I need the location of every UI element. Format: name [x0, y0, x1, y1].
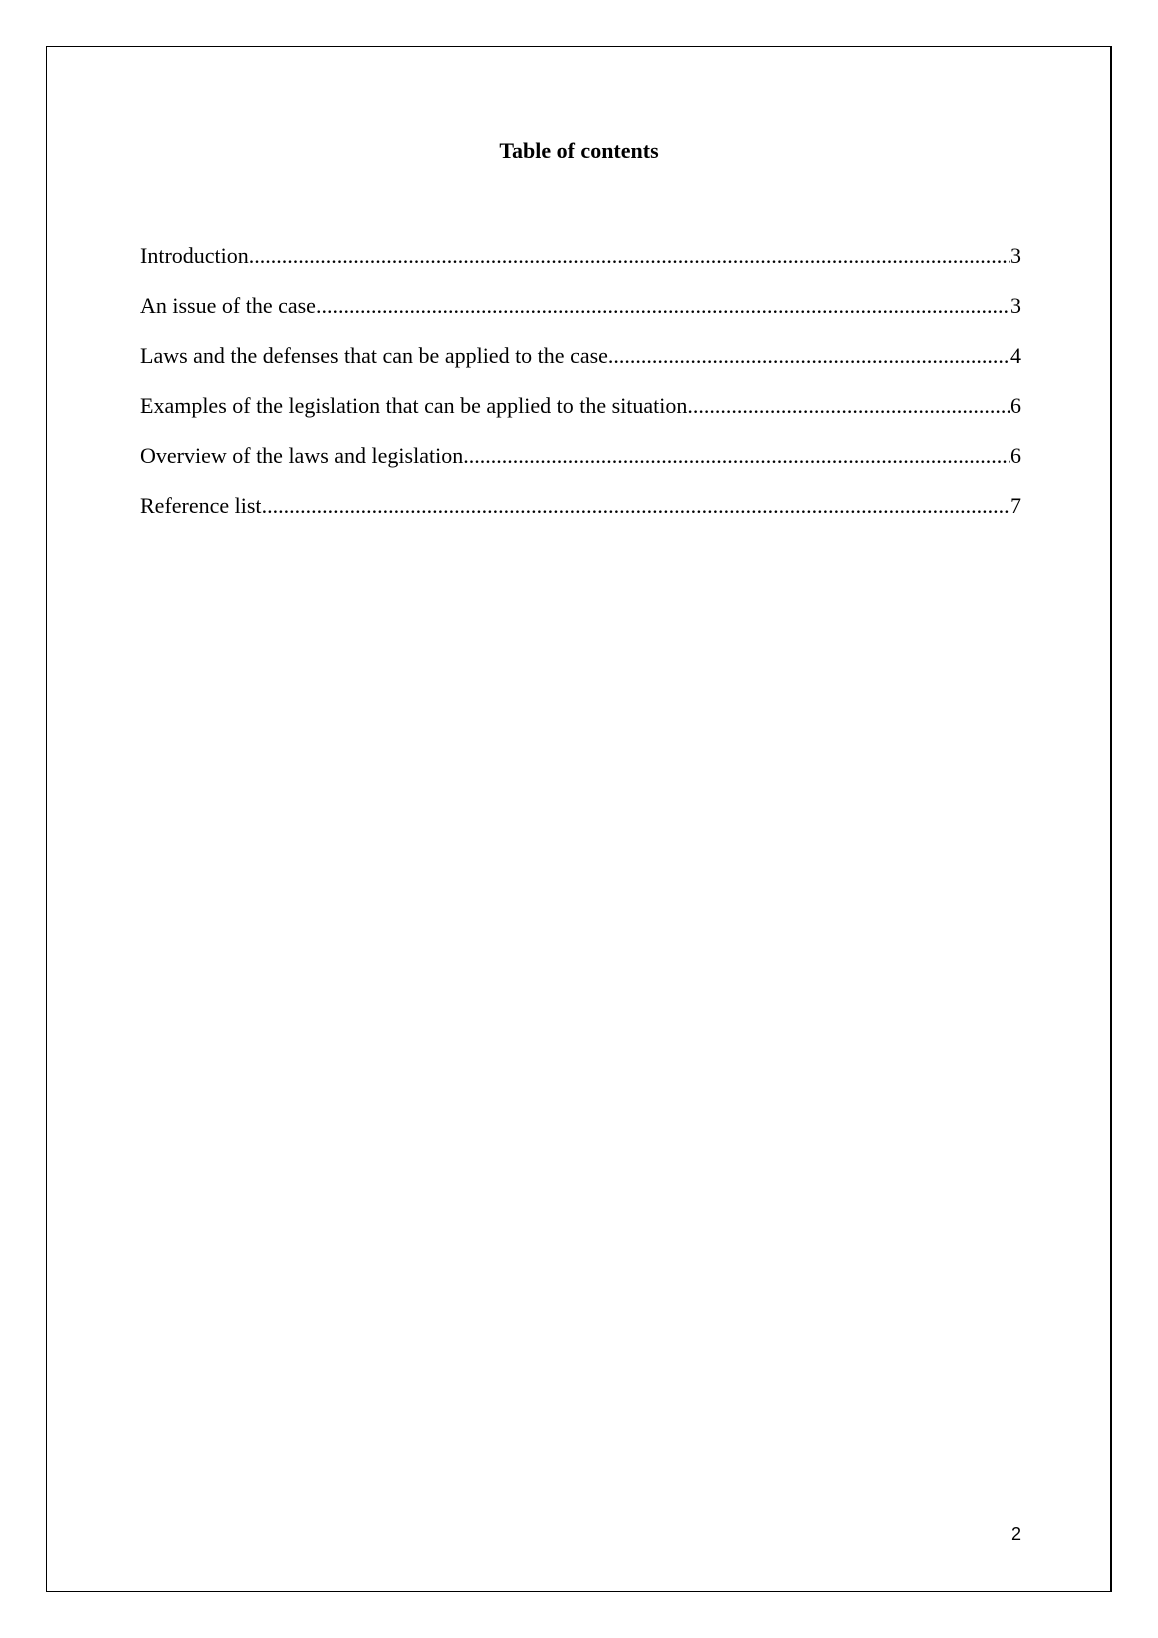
toc-dot-leader [463, 438, 1010, 474]
toc-dot-leader [687, 388, 1010, 424]
toc-dot-leader [249, 238, 1010, 274]
toc-entry-page: 3 [1010, 243, 1021, 268]
toc-entry-page: 4 [1010, 343, 1021, 368]
toc-dot-leader [262, 488, 1010, 524]
page-number: 2 [1010, 1524, 1021, 1544]
toc-entry-laws-and-defenses[interactable] [140, 338, 1021, 388]
toc-entry-page: 6 [1010, 393, 1021, 418]
toc-heading: Table of contents [499, 138, 659, 163]
toc-dot-leader [316, 288, 1010, 324]
toc-entry-label: An issue of the case [140, 293, 316, 318]
toc-entry-page: 7 [1010, 493, 1021, 518]
toc-dot-leader [608, 338, 1010, 374]
toc-entry-introduction[interactable] [140, 238, 1021, 288]
toc-entry-label: Reference list [140, 493, 262, 518]
toc-entry-page: 6 [1010, 443, 1021, 468]
toc-entry-reference-list[interactable] [140, 488, 1021, 538]
toc-entry-label: Laws and the defenses that can be applied to the case [140, 343, 608, 368]
toc-entry-legislation-examples[interactable] [140, 388, 1021, 438]
toc-entry-page: 3 [1010, 293, 1021, 318]
table-of-contents [140, 238, 1021, 538]
toc-entry-laws-overview[interactable] [140, 438, 1021, 488]
toc-entry-issue-of-case[interactable] [140, 288, 1021, 338]
toc-entry-label: Examples of the legislation that can be applied to the situation [140, 393, 688, 418]
toc-entry-label: Introduction [140, 243, 249, 268]
toc-entry-label: Overview of the laws and legislation [140, 443, 464, 468]
